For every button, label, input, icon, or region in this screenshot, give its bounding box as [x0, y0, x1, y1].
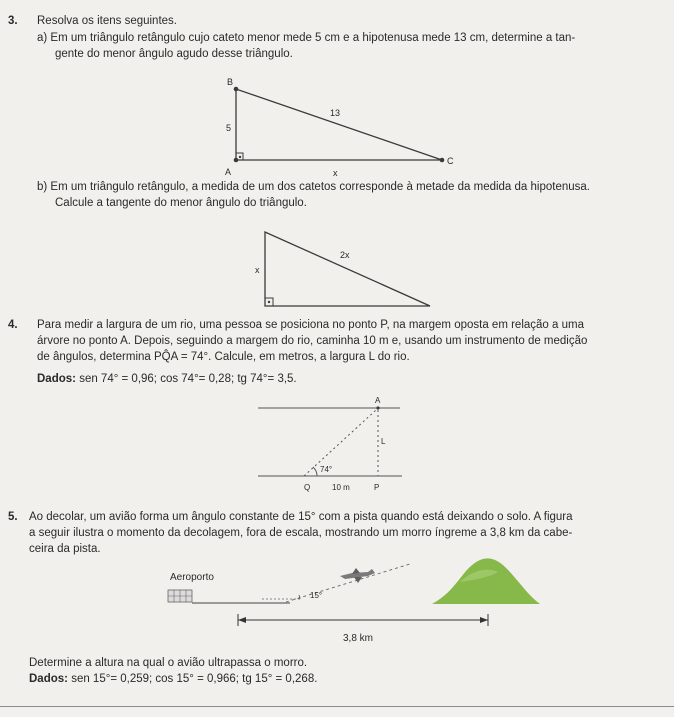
- question-5-data: [29, 672, 317, 686]
- hill-shape: [432, 558, 540, 604]
- question-3b-line-1: b) Em um triângulo retângulo, a medida de um dos catetos corresponde à metade da medida da hipotenusa.: [37, 181, 590, 193]
- label-distance: 3,8 km: [343, 633, 374, 644]
- question-5-line-1: Ao decolar, um avião forma um ângulo constante de 15° com a pista quando está deixando o solo. A figura: [29, 511, 573, 523]
- label-angle-15: 15°: [310, 591, 323, 600]
- dados-values-5: sen 15°= 0,259; cos 15° = 0,966; tg 15° = 0,268.: [71, 673, 318, 685]
- dados-values: sen 74° = 0,96; cos 74°= 0,28; tg 74°= 3,5.: [79, 373, 297, 385]
- question-3b-line-2: Calcule a tangente do menor ângulo do triângulo.: [55, 197, 307, 209]
- label-p: P: [374, 483, 380, 492]
- question-5-line-2: a seguir ilustra o momento da decolagem, fora de escala, mostrando um morro íngreme a 3,8 km da cabe-: [29, 527, 573, 539]
- label-a: A: [225, 167, 232, 177]
- label-l: L: [381, 437, 386, 446]
- label-q: Q: [304, 483, 311, 492]
- airplane-icon: [340, 568, 375, 583]
- label-10m: 10 m: [332, 483, 350, 492]
- label-c: C: [447, 156, 454, 166]
- question-4-line-1: Para medir a largura de um rio, uma pessoa se posiciona no ponto P, na margem oposta em relação a uma: [37, 319, 584, 331]
- bottom-rule: [0, 706, 674, 707]
- question-3a-line-1: a) Em um triângulo retângulo cujo cateto menor mede 5 cm e a hipotenusa mede 13 cm, determine a tan-: [37, 32, 576, 44]
- label-base-x: x: [333, 168, 338, 178]
- dados-label-5: Dados:: [29, 673, 68, 685]
- question-4-number: 4.: [8, 319, 18, 331]
- label-airport: Aeroporto: [170, 572, 214, 583]
- label-leg-5: 5: [226, 123, 232, 133]
- label-leg-x: x: [255, 265, 260, 275]
- question-5-question: Determine a altura na qual o avião ultrapassa o morro.: [29, 657, 308, 669]
- label-b: B: [227, 77, 234, 87]
- label-angle-74: 74°: [320, 465, 333, 474]
- question-4-line-2: árvore no ponto A. Depois, seguindo a margem do rio, caminha 10 m e, usando um instrumento de medição: [37, 335, 588, 347]
- label-hyp-13: 13: [330, 108, 341, 118]
- label-hyp-2x: 2x: [340, 250, 350, 260]
- question-4-line-3: de ângulos, determina PQ̂A = 74°. Calcule, em metros, a largura L do rio.: [37, 351, 410, 363]
- airport-building-icon: [168, 590, 192, 602]
- question-3-number: 3.: [8, 15, 18, 27]
- question-3a-line-2: gente do menor ângulo agudo desse triângulo.: [55, 48, 293, 60]
- dados-label: Dados:: [37, 373, 76, 385]
- question-3-intro: Resolva os itens seguintes.: [37, 15, 177, 27]
- question-5-number: 5.: [8, 511, 18, 523]
- climb-path: [286, 564, 410, 602]
- label-a-point: A: [375, 396, 381, 405]
- question-5-line-3: ceira da pista.: [29, 543, 101, 555]
